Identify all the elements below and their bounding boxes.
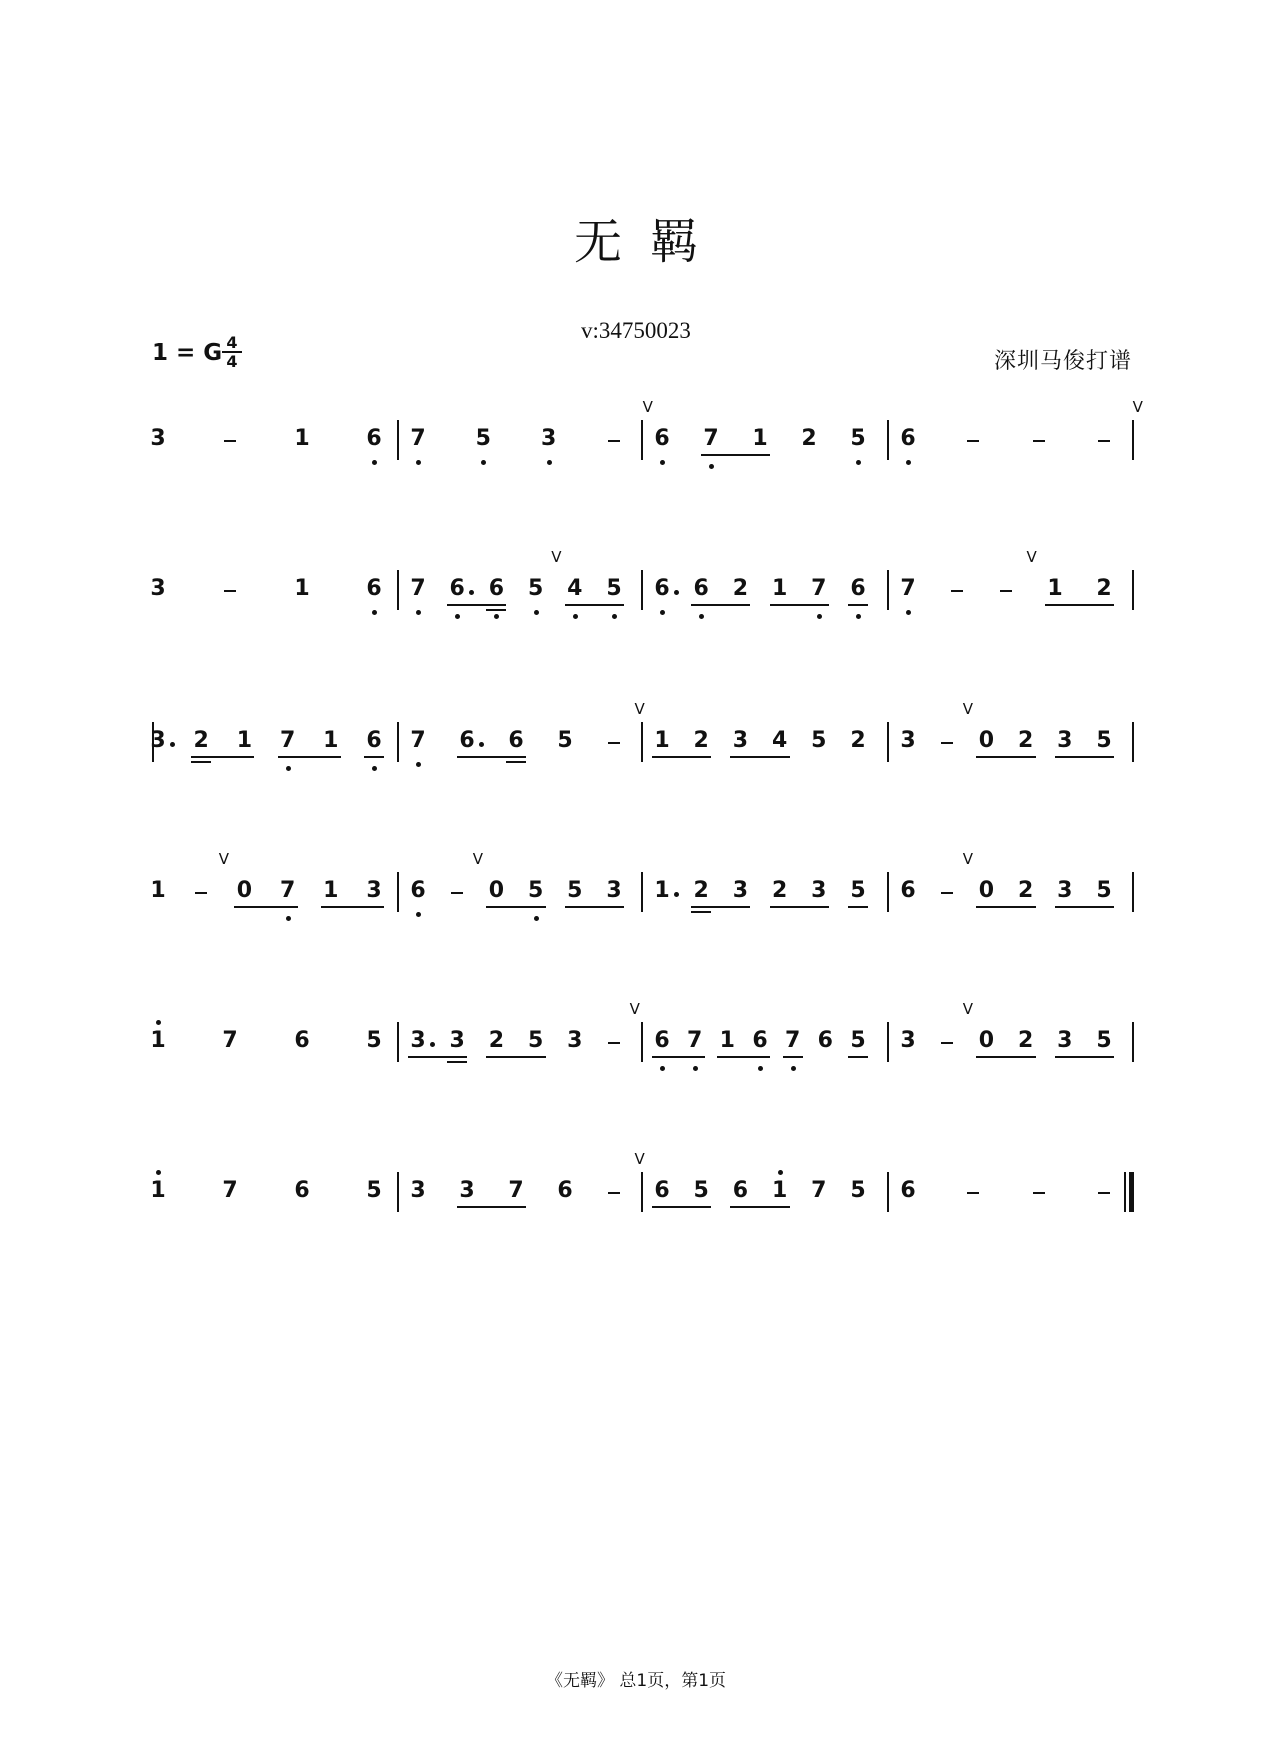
note: 1 xyxy=(150,878,166,903)
octave-low-dot xyxy=(573,614,578,619)
beam-underline xyxy=(848,1056,868,1058)
beam-underline xyxy=(730,1206,789,1208)
beam-underline xyxy=(848,906,868,908)
octave-low-dot xyxy=(494,614,499,619)
note: 2 xyxy=(488,1028,505,1053)
note: 5 xyxy=(1096,1028,1112,1053)
note: 3 xyxy=(606,878,622,903)
beam-underline-double xyxy=(691,911,711,913)
note: 6 xyxy=(366,426,382,451)
note: 1 xyxy=(150,1178,166,1203)
beam-underline xyxy=(976,756,1035,758)
note: 2 xyxy=(801,426,817,451)
octave-low-dot xyxy=(534,610,539,615)
beam-underline xyxy=(691,906,750,908)
note: 0 xyxy=(978,1028,995,1053)
note: 7 xyxy=(785,1028,801,1053)
note: 3 xyxy=(410,1178,426,1203)
sustain-dash xyxy=(1098,1192,1110,1194)
note: 1 xyxy=(771,576,788,601)
octave-low-dot xyxy=(286,916,291,921)
note: 0 xyxy=(236,878,253,903)
note: 6 xyxy=(900,1178,916,1203)
note: 7 xyxy=(703,426,719,451)
augmentation-dot xyxy=(430,1042,435,1047)
augmentation-dot xyxy=(170,742,175,747)
bar-line xyxy=(641,1022,643,1062)
sustain-dash xyxy=(951,590,963,592)
note: 3 xyxy=(410,1028,426,1053)
note: 1 xyxy=(771,1178,788,1203)
beam-underline xyxy=(321,906,384,908)
sustain-dash xyxy=(1098,440,1110,442)
note: 7 xyxy=(508,1178,524,1203)
sustain-dash xyxy=(1033,1192,1045,1194)
note: 0 xyxy=(978,728,995,753)
bar-line xyxy=(397,420,399,460)
breath-mark: V xyxy=(629,1000,640,1018)
sustain-dash xyxy=(967,440,979,442)
sustain-dash xyxy=(967,1192,979,1194)
sustain-dash xyxy=(224,440,236,442)
note: 5 xyxy=(1096,878,1112,903)
beam-underline-double xyxy=(447,1061,467,1063)
breath-mark: V xyxy=(962,850,974,868)
beam-underline xyxy=(770,906,829,908)
beam-underline xyxy=(447,604,506,606)
note: 2 xyxy=(850,728,866,753)
bar-line xyxy=(1124,1172,1126,1212)
octave-low-dot xyxy=(455,614,460,619)
beam-underline-double xyxy=(191,761,211,763)
note: 6 xyxy=(449,576,465,601)
note: 3 xyxy=(150,576,166,601)
note: 5 xyxy=(1096,728,1112,753)
beam-underline xyxy=(1055,1056,1114,1058)
note: 2 xyxy=(771,878,788,903)
octave-low-dot xyxy=(906,460,911,465)
beam-underline xyxy=(1045,604,1114,606)
sustain-dash xyxy=(1000,590,1012,592)
key-signature: 1 = G xyxy=(152,340,223,366)
bar-line xyxy=(641,722,643,762)
note: 5 xyxy=(850,426,866,451)
note: 2 xyxy=(1017,878,1034,903)
sustain-dash xyxy=(1033,440,1045,442)
breath-mark: V xyxy=(634,1150,645,1168)
note: 1 xyxy=(752,426,768,451)
beam-underline xyxy=(486,906,545,908)
bar-line xyxy=(1132,570,1134,610)
bar-line xyxy=(641,1172,643,1212)
note: 5 xyxy=(475,426,491,451)
note: 5 xyxy=(567,878,583,903)
note: 5 xyxy=(366,1178,382,1203)
note: 2 xyxy=(693,878,709,903)
sustain-dash xyxy=(941,742,953,744)
note: 1 xyxy=(654,728,670,753)
bar-line xyxy=(887,1172,889,1212)
note: 5 xyxy=(850,1178,866,1203)
note: 6 xyxy=(850,576,866,601)
beam-underline xyxy=(976,1056,1035,1058)
note: 6 xyxy=(508,728,524,753)
octave-low-dot xyxy=(699,614,704,619)
breath-mark: V xyxy=(962,1000,974,1018)
bar-line xyxy=(397,722,399,762)
octave-low-dot xyxy=(372,460,377,465)
note: 1 xyxy=(294,426,310,451)
beam-underline xyxy=(565,906,624,908)
note: 3 xyxy=(449,1028,465,1053)
bar-line xyxy=(1132,1022,1134,1062)
octave-low-dot xyxy=(416,610,421,615)
note: 2 xyxy=(1017,728,1034,753)
note: 7 xyxy=(222,1178,238,1203)
bar-line xyxy=(641,872,643,912)
beam-underline xyxy=(701,454,770,456)
note: 5 xyxy=(527,878,544,903)
note: 5 xyxy=(811,728,827,753)
note: 2 xyxy=(732,576,749,601)
note: 6 xyxy=(752,1028,768,1053)
breath-mark: V xyxy=(962,700,974,718)
note: 1 xyxy=(323,878,339,903)
breath-mark: V xyxy=(642,398,653,416)
octave-low-dot xyxy=(709,464,714,469)
note: 5 xyxy=(366,1028,382,1053)
note: 6 xyxy=(459,728,475,753)
note: 6 xyxy=(410,878,426,903)
sustain-dash xyxy=(608,1042,620,1044)
beam-underline xyxy=(486,1056,545,1058)
breath-mark: V xyxy=(472,850,484,868)
note: 7 xyxy=(410,426,426,451)
note: 7 xyxy=(811,1178,827,1203)
note: 7 xyxy=(687,1028,703,1053)
note: 6 xyxy=(732,1178,749,1203)
note: 1 xyxy=(236,728,253,753)
octave-low-dot xyxy=(372,610,377,615)
note: 7 xyxy=(279,728,296,753)
note: 6 xyxy=(557,1178,573,1203)
octave-low-dot xyxy=(547,460,552,465)
beam-underline xyxy=(717,1056,770,1058)
note: 5 xyxy=(693,1178,709,1203)
note: 6 xyxy=(654,426,670,451)
octave-low-dot xyxy=(286,766,291,771)
note: 7 xyxy=(279,878,296,903)
note: 3 xyxy=(567,1028,583,1053)
note: 6 xyxy=(294,1178,310,1203)
note: 2 xyxy=(1017,1028,1034,1053)
beam-underline-double xyxy=(486,609,506,611)
note: 3 xyxy=(1057,1028,1073,1053)
bar-line xyxy=(641,570,643,610)
beam-underline xyxy=(191,756,254,758)
octave-low-dot xyxy=(856,460,861,465)
bar-line xyxy=(887,570,889,610)
note: 3 xyxy=(811,878,827,903)
beam-underline xyxy=(565,604,624,606)
note: 7 xyxy=(222,1028,238,1053)
beam-underline xyxy=(1055,906,1114,908)
octave-low-dot xyxy=(416,762,421,767)
note: 3 xyxy=(1057,728,1073,753)
note: 1 xyxy=(1047,576,1063,601)
beam-underline xyxy=(1055,756,1114,758)
octave-low-dot xyxy=(660,1066,665,1071)
beam-underline xyxy=(652,1206,711,1208)
note: 7 xyxy=(811,576,827,601)
augmentation-dot xyxy=(674,590,679,595)
note: 1 xyxy=(719,1028,735,1053)
note: 3 xyxy=(541,426,557,451)
note: 6 xyxy=(366,576,382,601)
time-signature-top: 4 xyxy=(226,333,238,352)
note: 5 xyxy=(606,576,622,601)
note: 1 xyxy=(150,1028,166,1053)
octave-high-dot xyxy=(156,1020,161,1025)
octave-low-dot xyxy=(817,614,822,619)
note: 7 xyxy=(900,576,916,601)
augmentation-dot xyxy=(479,742,484,747)
bar-line xyxy=(887,722,889,762)
note: 6 xyxy=(654,1028,670,1053)
octave-low-dot xyxy=(906,610,911,615)
beam-underline xyxy=(364,756,384,758)
note: 3 xyxy=(732,878,749,903)
octave-high-dot xyxy=(156,1170,161,1175)
octave-high-dot xyxy=(778,1170,783,1175)
octave-low-dot xyxy=(416,460,421,465)
note: 3 xyxy=(732,728,749,753)
note: 7 xyxy=(410,576,426,601)
octave-low-dot xyxy=(693,1066,698,1071)
octave-low-dot xyxy=(534,916,539,921)
bar-line xyxy=(1132,872,1134,912)
bar-line xyxy=(1132,722,1134,762)
octave-low-dot xyxy=(758,1066,763,1071)
note: 5 xyxy=(557,728,573,753)
octave-low-dot xyxy=(660,610,665,615)
note: 1 xyxy=(323,728,339,753)
beam-underline xyxy=(783,1056,803,1058)
bar-line xyxy=(641,420,643,460)
sustain-dash xyxy=(451,892,463,894)
final-bar-line xyxy=(1129,1172,1134,1212)
breath-mark: V xyxy=(634,700,645,718)
note: 7 xyxy=(410,728,426,753)
beam-underline xyxy=(652,1056,705,1058)
note: 3 xyxy=(459,1178,475,1203)
beam-underline xyxy=(278,756,341,758)
beam-underline xyxy=(408,1056,467,1058)
octave-low-dot xyxy=(372,766,377,771)
note: 6 xyxy=(693,576,709,601)
augmentation-dot xyxy=(469,590,474,595)
note: 3 xyxy=(366,878,382,903)
breath-mark: V xyxy=(1132,398,1143,416)
augmentation-dot xyxy=(674,892,679,897)
note: 5 xyxy=(850,878,866,903)
beam-underline xyxy=(652,756,711,758)
note: 0 xyxy=(978,878,995,903)
bar-line xyxy=(887,420,889,460)
note: 3 xyxy=(150,426,166,451)
note: 2 xyxy=(193,728,209,753)
sustain-dash xyxy=(608,742,620,744)
octave-low-dot xyxy=(791,1066,796,1071)
beam-underline xyxy=(848,604,868,606)
sustain-dash xyxy=(608,1192,620,1194)
bar-line xyxy=(397,1172,399,1212)
note: 6 xyxy=(817,1028,833,1053)
beam-underline xyxy=(730,756,789,758)
note: 6 xyxy=(366,728,382,753)
beam-underline-double xyxy=(506,761,526,763)
time-signature-bottom: 4 xyxy=(222,351,242,370)
note: 3 xyxy=(900,1028,916,1053)
octave-low-dot xyxy=(481,460,486,465)
note: 3 xyxy=(900,728,916,753)
beam-underline xyxy=(457,1206,526,1208)
note: 2 xyxy=(693,728,709,753)
beam-underline xyxy=(457,756,526,758)
sustain-dash xyxy=(224,590,236,592)
sustain-dash xyxy=(195,892,207,894)
note: 2 xyxy=(1096,576,1112,601)
note: 6 xyxy=(488,576,505,601)
note: 6 xyxy=(900,878,916,903)
octave-low-dot xyxy=(612,614,617,619)
note: 6 xyxy=(900,426,916,451)
transcriber-credit: 深圳马俊打谱 xyxy=(993,349,1132,374)
page-footer: 《无羁》 总1页，第1页 xyxy=(545,1671,727,1691)
note: 4 xyxy=(771,728,788,753)
note: 6 xyxy=(294,1028,310,1053)
sustain-dash xyxy=(608,440,620,442)
beam-underline xyxy=(976,906,1035,908)
note: 1 xyxy=(654,878,670,903)
breath-mark: V xyxy=(551,548,562,566)
note: 1 xyxy=(294,576,310,601)
octave-low-dot xyxy=(856,614,861,619)
sustain-dash xyxy=(941,1042,953,1044)
bar-line xyxy=(887,1022,889,1062)
octave-low-dot xyxy=(416,912,421,917)
note: 5 xyxy=(527,1028,544,1053)
note: 5 xyxy=(527,576,544,601)
octave-low-dot xyxy=(660,460,665,465)
note: 6 xyxy=(654,576,670,601)
breath-mark: V xyxy=(218,850,230,868)
sustain-dash xyxy=(941,892,953,894)
note: 6 xyxy=(654,1178,670,1203)
bar-line xyxy=(1132,420,1134,460)
contact-info: v:34750023 xyxy=(581,318,691,343)
bar-line xyxy=(397,1022,399,1062)
beam-underline xyxy=(691,604,750,606)
note: 5 xyxy=(850,1028,866,1053)
note: 3 xyxy=(150,728,166,753)
beam-underline xyxy=(770,604,829,606)
note: 0 xyxy=(488,878,505,903)
bar-line xyxy=(397,872,399,912)
breath-mark: V xyxy=(1026,548,1037,566)
bar-line xyxy=(397,570,399,610)
note: 3 xyxy=(1057,878,1073,903)
note: 4 xyxy=(567,576,583,601)
page-title: 无羁 xyxy=(573,214,726,270)
bar-line xyxy=(887,872,889,912)
time-signature xyxy=(222,334,242,370)
beam-underline xyxy=(234,906,297,908)
